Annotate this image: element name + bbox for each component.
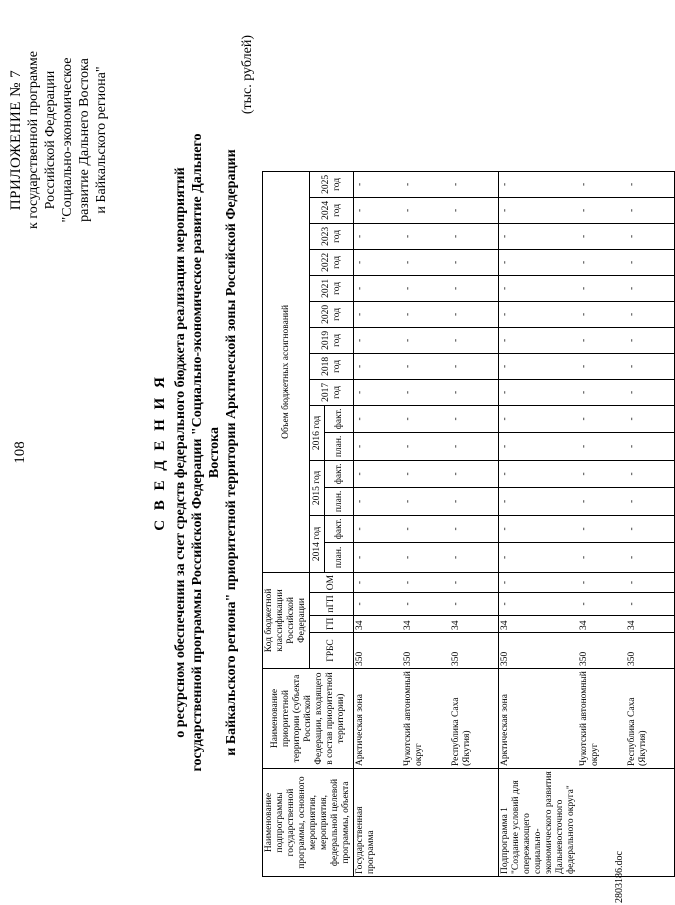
cell-territory: Арктическая зона [499,669,579,769]
header-year-2019: 2019 год [310,327,354,353]
page-number: 108 [12,441,28,464]
cell-pgp: - [578,593,626,615]
cell-value: - [499,379,579,405]
cell-value: - [626,223,675,249]
cell-value: - [499,327,579,353]
cell-value: - [354,301,403,327]
cell-value: - [450,249,499,275]
cell-value: - [402,223,450,249]
cell-grbs: 350 [578,633,626,669]
table-row [450,171,499,876]
cell-gp: 34 [450,615,499,632]
subtitle-line: государственной программы Российской Федерации "Социально-экономическое развитие Дальнего Востока [190,133,222,772]
cell-pgp: - [354,593,403,615]
document-heading: С В Е Д Е Н И Я [152,374,168,531]
cell-pgp: - [402,593,450,615]
subtitle-line: и Байкальского региона" приоритетной территории Арктической зоны Российской Федерации [224,149,239,756]
cell-value: - [578,275,626,301]
cell-value: - [354,275,403,301]
cell-value: - [450,275,499,301]
table-row [626,171,675,876]
cell-value: - [499,487,579,515]
cell-value: - [450,405,499,432]
cell-om: - [499,572,579,592]
appendix-line: Российской Федерации [43,70,58,210]
cell-value: - [354,460,403,487]
cell-value: - [402,405,450,432]
cell-value: - [450,460,499,487]
subtitle-line: о ресурсном обеспечении за счет средств федерального бюджета реализации мероприятий [173,167,188,738]
cell-value: - [578,301,626,327]
header-fact: факт. [325,405,354,432]
cell-value: - [402,460,450,487]
appendix-line: к государственной программе [26,51,41,229]
appendix-line: развитие Дальнего Востока [77,58,92,222]
appendix-line: и Байкальского региона" [94,66,109,214]
cell-value: - [499,223,579,249]
cell-value: - [578,487,626,515]
cell-value: - [354,197,403,223]
header-year-2016: 2016 год [310,405,325,460]
header-fact: факт. [325,460,354,487]
header-pgp: пГП [310,593,354,615]
cell-value: - [578,353,626,379]
cell-value: - [626,542,675,572]
cell-value: - [499,301,579,327]
cell-program: Подпрограмма 1 "Создание условий для опережающего социально-экономического развития Дальневосточного федерального округа" [499,769,579,877]
cell-value: - [450,515,499,542]
header-program: Наименование подпрограммы государственной программы, основного мероприятия, мероприятия, федеральной целевой программы, объекта [263,769,354,877]
cell-grbs: 350 [450,633,499,669]
cell-value: - [354,327,403,353]
cell-territory: Республика Саха (Якутия) [450,669,499,769]
cell-territory: Чукотский автономный округ [402,669,450,769]
cell-value: - [499,542,579,572]
header-year-2022: 2022 год [310,249,354,275]
header-gp: ГП [310,615,354,632]
cell-value: - [450,379,499,405]
budget-table-body [354,171,675,876]
cell-gp: 34 [402,615,450,632]
cell-value: - [626,249,675,275]
cell-value: - [499,353,579,379]
unit-label: (тыс. рублей) [240,35,255,115]
cell-value: - [402,432,450,460]
header-plan: план. [325,432,354,460]
cell-value: - [626,487,675,515]
table-row [499,171,579,876]
cell-value: - [450,197,499,223]
header-territory: Наименование приоритетной территории (субъекта Российской Федерации, входящего в состав приоритетной территории) [263,669,354,769]
cell-pgp: - [499,593,579,615]
cell-value: - [499,275,579,301]
header-plan: план. [325,542,354,572]
header-year-2015: 2015 год [310,460,325,515]
cell-value: - [578,171,626,197]
cell-value: - [402,197,450,223]
cell-value: - [578,223,626,249]
cell-value: - [626,379,675,405]
cell-pgp: - [626,593,675,615]
header-year-2017: 2017 год [310,379,354,405]
cell-value: - [354,432,403,460]
cell-grbs: 350 [402,633,450,669]
cell-value: - [402,171,450,197]
cell-value: - [626,460,675,487]
cell-grbs: 350 [626,633,675,669]
header-year-2014: 2014 год [310,515,325,572]
cell-value: - [578,515,626,542]
cell-value: - [578,197,626,223]
cell-value: - [402,353,450,379]
header-code-group: Код бюджетной классификации Российской Федерации [263,572,310,668]
cell-value: - [450,487,499,515]
cell-territory: Чукотский автономный округ [578,669,626,769]
cell-program [402,769,450,877]
cell-value: - [450,171,499,197]
cell-value: - [499,171,579,197]
cell-value: - [354,171,403,197]
cell-value: - [626,515,675,542]
cell-value: - [626,301,675,327]
cell-value: - [450,542,499,572]
cell-value: - [578,542,626,572]
cell-value: - [626,275,675,301]
cell-value: - [626,353,675,379]
cell-value: - [499,405,579,432]
cell-value: - [450,301,499,327]
cell-value: - [450,353,499,379]
header-year-2025: 2025 год [310,171,354,197]
appendix-block [8,10,110,270]
cell-value: - [578,379,626,405]
cell-value: - [626,432,675,460]
cell-value: - [499,432,579,460]
cell-value: - [402,327,450,353]
cell-value: - [402,379,450,405]
appendix-line: "Социально-экономическое [60,57,75,223]
table-row [578,171,626,876]
cell-value: - [402,301,450,327]
header-volume-group: Объем бюджетных ассигнований [263,171,310,572]
cell-value: - [450,327,499,353]
cell-value: - [578,405,626,432]
cell-value: - [499,197,579,223]
table-row [354,171,403,876]
cell-gp: 34 [354,615,403,632]
cell-om: - [354,572,403,592]
cell-gp: 34 [578,615,626,632]
cell-program [626,769,675,877]
cell-pgp: - [450,593,499,615]
cell-value: - [402,275,450,301]
header-om: ОМ [310,572,354,592]
cell-value: - [354,542,403,572]
header-grbs: ГРБС [310,633,354,669]
cell-value: - [354,353,403,379]
cell-value: - [499,249,579,275]
cell-value: - [402,515,450,542]
table-row [402,171,450,876]
cell-value: - [402,487,450,515]
cell-value: - [626,327,675,353]
cell-value: - [578,460,626,487]
cell-value: - [626,405,675,432]
cell-value: - [578,432,626,460]
cell-value: - [499,460,579,487]
cell-grbs: 350 [354,633,403,669]
header-year-2018: 2018 год [310,353,354,379]
cell-om: - [402,572,450,592]
budget-table [262,171,675,877]
cell-value: - [354,223,403,249]
header-year-2023: 2023 год [310,223,354,249]
header-plan: план. [325,487,354,515]
header-fact: факт. [325,515,354,542]
header-year-2020: 2020 год [310,301,354,327]
cell-value: - [354,405,403,432]
cell-value: - [626,197,675,223]
cell-value: - [354,379,403,405]
header-year-2021: 2021 год [310,275,354,301]
cell-value: - [499,515,579,542]
cell-value: - [450,223,499,249]
cell-value: - [626,171,675,197]
cell-program: Государственная программа [354,769,403,877]
cell-value: - [450,432,499,460]
file-footer: 2803186.doc [614,851,625,903]
cell-value: - [578,249,626,275]
cell-value: - [354,515,403,542]
cell-value: - [354,249,403,275]
cell-om: - [626,572,675,592]
cell-gp: 34 [499,615,579,632]
cell-grbs: 350 [499,633,579,669]
cell-value: - [402,542,450,572]
cell-om: - [450,572,499,592]
cell-value: - [354,487,403,515]
document-subtitle [172,120,240,785]
cell-value: - [578,327,626,353]
cell-value: - [402,249,450,275]
cell-program [450,769,499,877]
cell-gp: 34 [626,615,675,632]
cell-territory: Республика Саха (Якутия) [626,669,675,769]
cell-om: - [578,572,626,592]
appendix-title: ПРИЛОЖЕНИЕ № 7 [8,69,24,211]
cell-territory: Арктическая зона [354,669,403,769]
header-year-2024: 2024 год [310,197,354,223]
